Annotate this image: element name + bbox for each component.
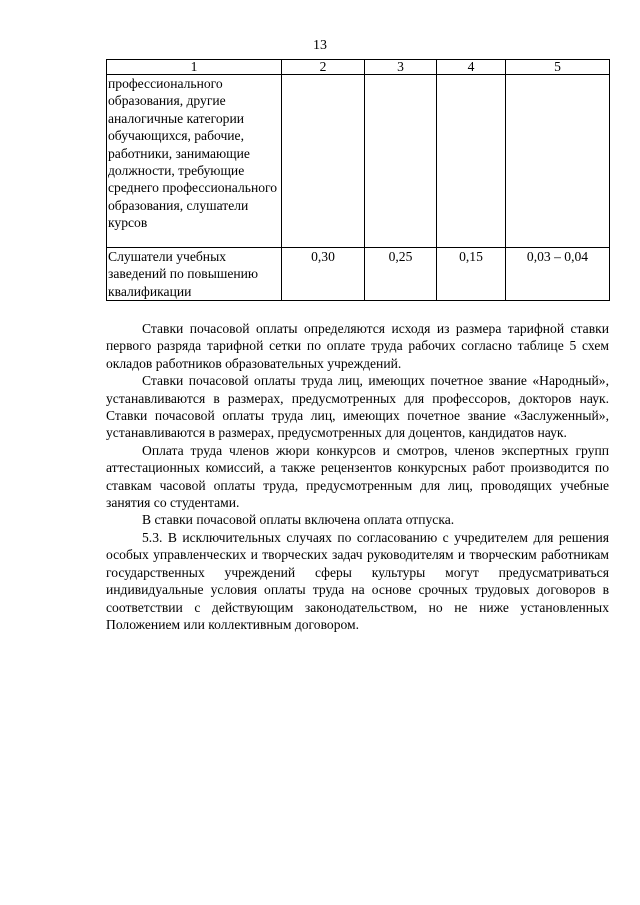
table-header-cell: 2 [282, 60, 365, 75]
page-number: 13 [313, 38, 327, 53]
category-cell: профессионального образования, другие аналогичные категории обучающихся, рабочие, работники, занимающие должности, требующие среднего профессионального образования, слушатели курсов [107, 75, 282, 248]
rate-cell: 0,30 [282, 248, 365, 301]
rate-cell: 0,25 [365, 248, 437, 301]
table-row [107, 75, 610, 248]
rate-cell: 0,15 [437, 248, 506, 301]
table-header-cell: 3 [365, 60, 437, 75]
rate-cell: 0,03 – 0,04 [506, 248, 610, 301]
paragraph: Ставки почасовой оплаты определяются исходя из размера тарифной ставки первого разряда тарифной сетки по оплате труда рабочих согласно таблице 5 схем окладов работников образовательных учреждений. [106, 321, 609, 371]
paragraph: Ставки почасовой оплаты труда лиц, имеющих почетное звание «Народный», устанавливаются в размерах, предусмотренных для профессоров, докторов наук. Ставки почасовой оплаты труда лиц, имеющих почетное звание «Заслуженный», устанавливаются в размерах, предусмотренных для доцентов, кандидатов наук. [106, 373, 609, 441]
table-header-cell: 5 [506, 60, 610, 75]
rate-cell [365, 75, 437, 248]
paragraph: В ставки почасовой оплаты включена оплата отпуска. [142, 512, 455, 528]
table-header-cell: 1 [107, 60, 282, 75]
rate-cell [282, 75, 365, 248]
rate-cell [506, 75, 610, 248]
paragraph: 5.3. В исключительных случаях по согласованию с учредителем для решения особых управленческих и творческих задач руководителям и творческим работникам государственных учреждений сферы культуры могут предусматриваться индивидуальные условия оплаты труда на основе срочных трудовых договоров в соответствии с действующим законодательством, но не ниже установленных Положением или коллективным договором. [106, 529, 609, 632]
rate-cell [437, 75, 506, 248]
body-text [106, 320, 609, 633]
paragraph: Оплата труда членов жюри конкурсов и смотров, членов экспертных групп аттестационных комиссий, а также рецензентов конкурсных работ производится по ставкам часовой оплаты труда, предусмотренным для лиц, проводящих учебные занятия со студентами. [106, 442, 609, 511]
table-header-cell: 4 [437, 60, 506, 75]
category-cell: Слушатели учебных заведений по повышению квалификации [107, 248, 282, 301]
table-row [107, 248, 610, 301]
hourly-rates-table [106, 59, 610, 301]
table-header-row [107, 60, 610, 75]
